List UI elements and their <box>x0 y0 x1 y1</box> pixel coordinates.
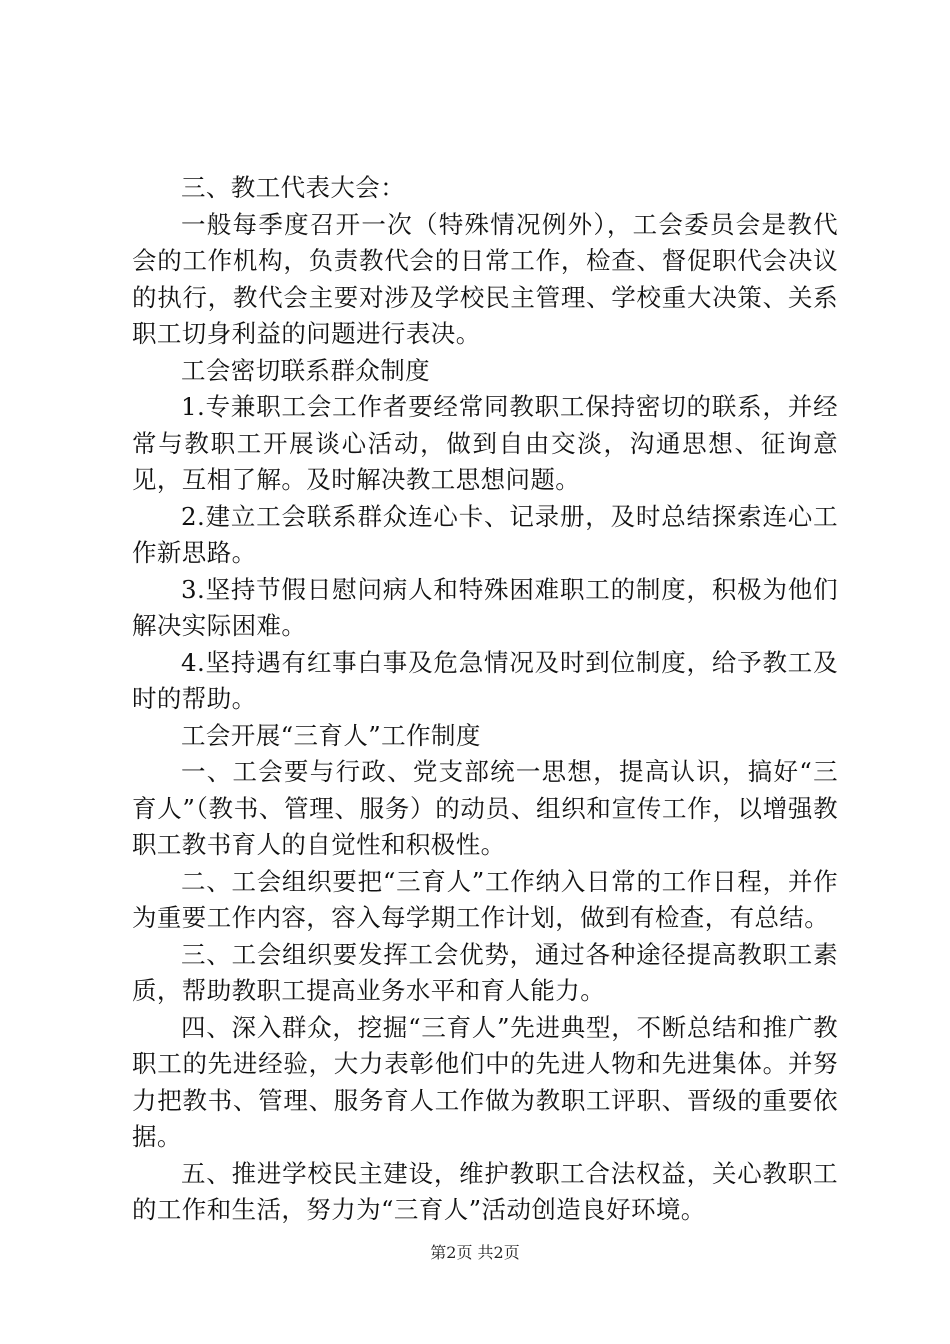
section-heading-three-education: 工会开展“三育人”工作制度 <box>181 720 481 750</box>
paragraph-three-education-item-1: 一、工会要与行政、党支部统一思想，提高认识，搞好“三育人”（教书、管理、服务）的动员、组织和宣传工作，以增强教职工教书育人的自觉性和积极性。 <box>132 757 838 859</box>
paragraph-contact-item-2: 2.建立工会联系群众连心卡、记录册，及时总结探索连心工作新思路。 <box>132 501 838 567</box>
paragraph-contact-item-4: 4.坚持遇有红事白事及危急情况及时到位制度，给予教工及时的帮助。 <box>132 647 838 713</box>
paragraph-contact-item-1: 1.专兼职工会工作者要经常同教职工保持密切的联系，并经常与教职工开展谈心活动，做到自由交淡，沟通思想、征询意见，互相了解。及时解决教工思想问题。 <box>132 392 838 494</box>
paragraph-contact-item-3: 3.坚持节假日慰问病人和特殊困难职工的制度，积极为他们解决实际困难。 <box>132 574 838 640</box>
paragraph-three-education-item-4: 四、深入群众，挖掘“三育人”先进典型，不断总结和推广教职工的先进经验，大力表彰他们中的先进人物和先进集体。并努力把教书、管理、服务育人工作做为教职工评职、晋级的重要依据。 <box>132 1012 838 1151</box>
section-heading-contact-system: 工会密切联系群众制度 <box>181 355 430 385</box>
paragraph-three-education-item-3: 三、工会组织要发挥工会优势，通过各种途径提高教职工素质，帮助教职工提高业务水平和育人能力。 <box>132 939 838 1005</box>
paragraph-delegates-congress: 一般每季度召开一次（特殊情况例外），工会委员会是教代会的工作机构，负责教代会的日常工作，检查、督促职代会决议的执行，教代会主要对涉及学校民主管理、学校重大决策、关系职工切身利益的问题进行表决。 <box>132 209 838 348</box>
paragraph-three-education-item-2: 二、工会组织要把“三育人”工作纳入日常的工作日程，并作为重要工作内容，容入每学期工作计划，做到有检查，有总结。 <box>132 866 838 932</box>
document-body <box>132 170 838 1229</box>
section-heading-delegates-congress: 三、教工代表大会： <box>181 173 406 202</box>
page-number-footer: 第2页 共2页 <box>430 1243 520 1262</box>
paragraph-three-education-item-5: 五、推进学校民主建设，维护教职工合法权益，关心教职工的工作和生活，努力为“三育人”活动创造良好环境。 <box>132 1158 838 1224</box>
